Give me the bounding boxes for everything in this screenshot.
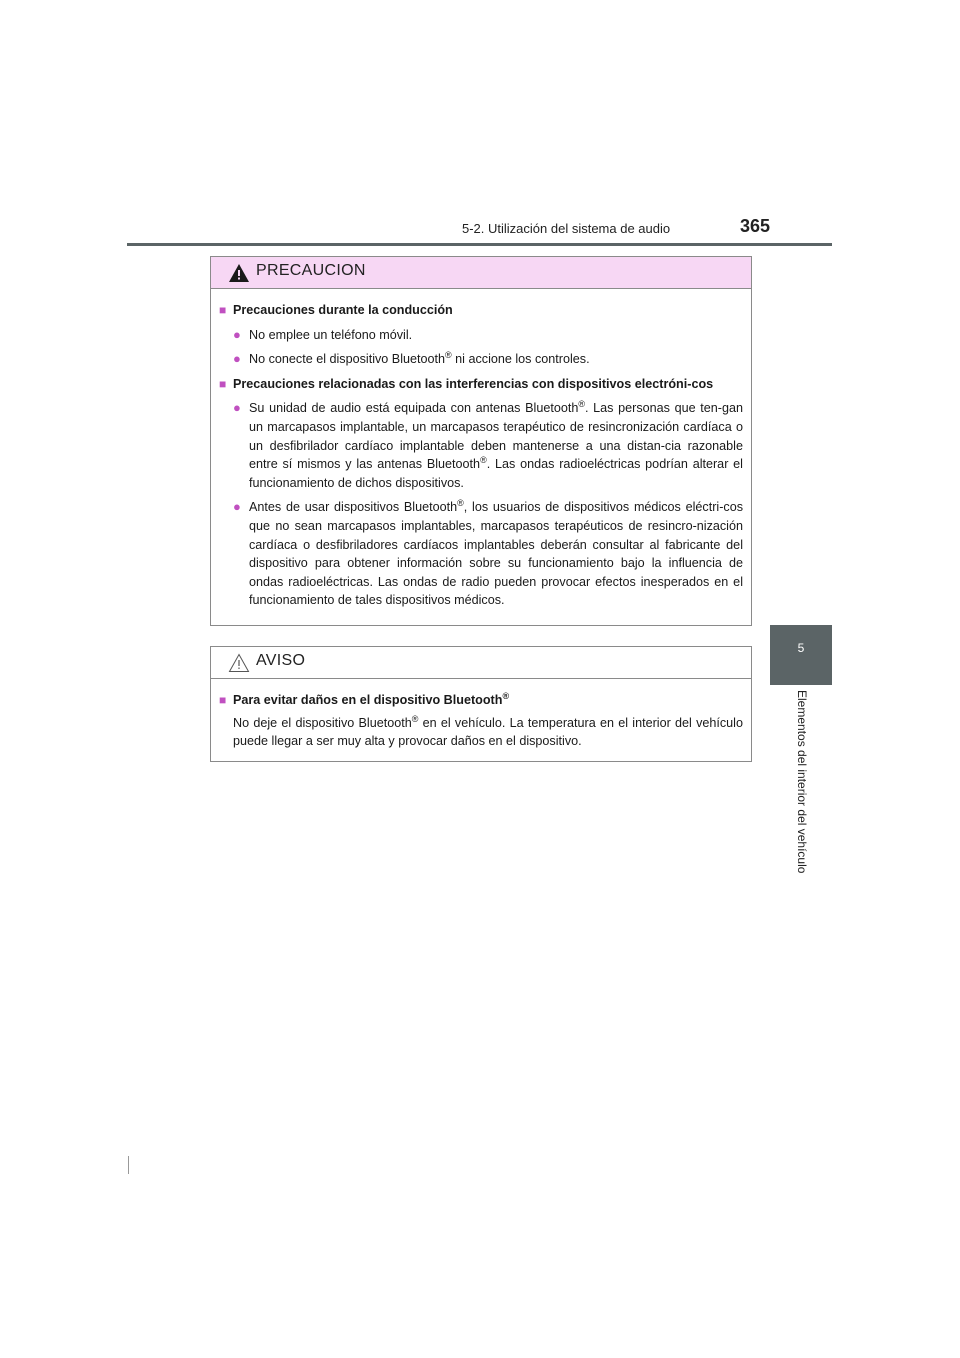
list-item (219, 399, 743, 492)
list-item (219, 326, 743, 345)
caution-title: PRECAUCION (256, 262, 366, 279)
notice-body (211, 679, 751, 751)
notice-header (211, 647, 751, 679)
chapter-title: Elementos del interior del vehículo (795, 690, 809, 874)
circle-bullet-icon: ● (233, 326, 241, 342)
section-heading: 5-2. Utilización del sistema de audio (462, 221, 671, 236)
list-item (219, 498, 743, 610)
caution-box (210, 256, 752, 626)
caution-section (219, 375, 743, 610)
circle-bullet-icon: ● (233, 351, 241, 367)
registered-mark: ® (457, 498, 464, 509)
registered-mark: ® (502, 690, 510, 701)
registered-mark: ® (445, 350, 452, 360)
notice-paragraph: No deje el dispositivo Bluetooth® en el vehículo. La temperatura en el interior del vehículo puede llegar a ser muy alta y provocar daños en el dispositivo. (233, 713, 743, 749)
page-header (0, 0, 960, 250)
registered-mark: ® (578, 399, 585, 410)
item-text: No emplee un teléfono móvil. (249, 327, 413, 342)
warning-outline-icon (228, 653, 250, 673)
section-title-row (219, 691, 743, 710)
list-item (219, 350, 743, 369)
page-number: 365 (740, 216, 771, 236)
section-title: Precauciones durante la conducción (233, 303, 453, 317)
notice-title: AVISO (256, 652, 306, 669)
notice-section (219, 691, 743, 751)
notice-box (210, 646, 752, 762)
section-title-row (219, 375, 743, 394)
registered-mark: ® (480, 454, 487, 465)
chapter-tab (770, 625, 832, 685)
chapter-title-vertical (795, 690, 815, 900)
square-bullet-icon: ■ (219, 693, 227, 707)
circle-bullet-icon: ● (233, 400, 241, 416)
chapter-number: 5 (797, 641, 805, 655)
square-bullet-icon: ■ (219, 303, 227, 317)
caution-header (211, 257, 751, 289)
section-title-row (219, 301, 743, 320)
item-text: No conecte el dispositivo Bluetooth® ni accione los controles. (249, 350, 590, 367)
item-text: Antes de usar dispositivos Bluetooth®, los usuarios de dispositivos médicos eléctri-cos que no sean marcapasos implantables, marcapasos terapéuticos de resincro-nización cardíaca o desfibriladores cardíacos implantables deberán consultar al fabricante del dispositivo para obtener información sobre su funcionamiento bajo la influencia de ondas radioeléctricas. Las ondas de radio pueden provocar efectos inesperados en el funcionamiento de tales dispositivos médicos. (249, 498, 743, 608)
square-bullet-icon: ■ (219, 376, 227, 391)
section-title: Para evitar daños en el dispositivo Bluetooth® (233, 690, 510, 707)
circle-bullet-icon: ● (233, 499, 241, 515)
crop-mark (128, 1156, 129, 1174)
caution-section (219, 301, 743, 369)
section-title: Precauciones relacionadas con las interferencias con dispositivos electróni-cos (233, 376, 714, 391)
item-text: Su unidad de audio está equipada con antenas Bluetooth®. Las personas que ten-gan un marcapasos implantable, un marcapasos terapéutico de resincronización cardíaca o un desfibrilador cardíaco implantable deben mantenerse a una distan-cia razonable entre sí mismos y las antenas Bluetooth®. Las ondas radioeléctricas podrían alterar el funcionamiento de dichos dispositivos. (249, 399, 743, 490)
registered-mark: ® (411, 713, 419, 724)
header-rule (127, 243, 832, 246)
caution-body (211, 289, 751, 610)
warning-icon (228, 263, 250, 283)
